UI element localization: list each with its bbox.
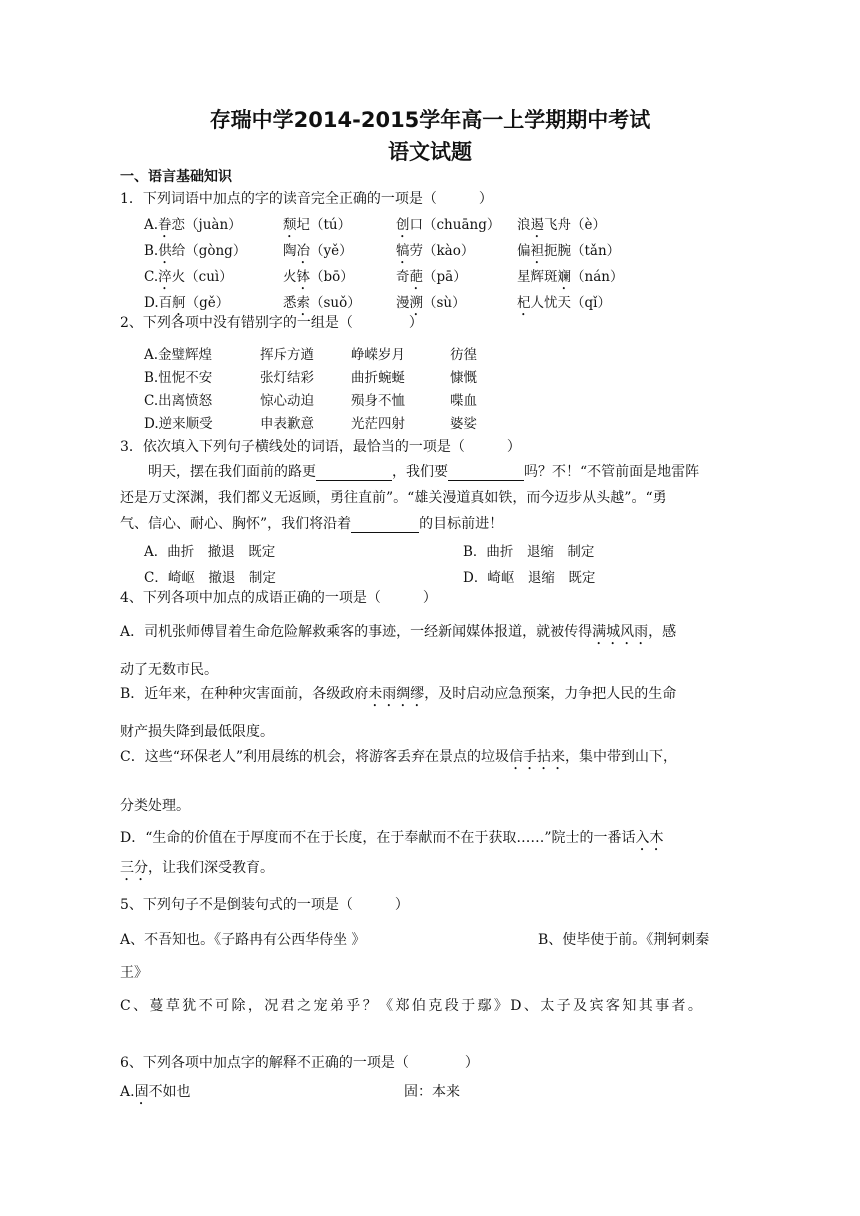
q3-blank-3 — [351, 516, 419, 533]
exam-title: 存瑞中学2014-2015学年高一上学期期中考试 — [209, 108, 651, 132]
q3-option-a: A．曲折 撤退 既定 — [144, 544, 276, 560]
section-heading: 一、语言基础知识 — [120, 169, 232, 185]
q3-option-b: B．曲折 退缩 制定 — [463, 544, 595, 560]
q5-option-b-line2: 王》 — [120, 965, 148, 981]
q4-option-a-line1: A．司机张师傅冒着生命危险解救乘客的事迹，一经新闻媒体报道，就被传得满城风雨，感 — [120, 624, 677, 640]
q3-option-c: C．崎岖 撤退 制定 — [144, 570, 276, 586]
q3-blank-2 — [448, 464, 524, 481]
q3-blank-1 — [316, 464, 392, 481]
q3-passage-line1: 明天，摆在我们面前的路更 ，我们要 吗？不！“不管前面是地雷阵 — [148, 464, 700, 480]
q5-option-a: A、不吾知也。《子路冉有公西华侍坐 》 — [120, 932, 366, 948]
q4-option-d-line2: 三分，让我们深受教育。 — [120, 860, 274, 876]
exam-subtitle: 语文试题 — [388, 140, 472, 164]
q6-option-a-explanation: 固：本来 — [404, 1084, 460, 1100]
q4-option-d-line1: D．“生命的价值在于厚度而不在于长度，在于奉献而不在于获取……”院士的一番话入木 — [120, 830, 664, 846]
q3-passage-line2: 还是万丈深渊，我们都义无返顾，勇往直前”。“雄关漫道真如铁，而今迈步从头越”。“勇 — [120, 490, 667, 506]
q4-option-c-line2: 分类处理。 — [120, 798, 190, 814]
q4-option-b-line1: B．近年来，在种种灾害面前，各级政府未雨绸缪，及时启动应急预案，力争把人民的生命 — [120, 686, 677, 702]
q3-option-d: D．崎岖 退缩 既定 — [463, 570, 596, 586]
q6-option-a: A.固不如也 — [120, 1084, 191, 1100]
q4-option-a-line2: 动了无数市民。 — [120, 662, 218, 678]
q2-stem: 2、下列各项中没有错别字的一组是（ ） — [120, 315, 423, 331]
q5-option-cd: C、蔓草犹不可除，况君之宠弟乎？《郑伯克段于鄢》D、太子及宾客知其事者。 — [120, 998, 705, 1014]
q6-stem: 6、下列各项中加点字的解释不正确的一项是（ ） — [120, 1055, 479, 1071]
q4-option-c-line1: C．这些“环保老人”利用晨练的机会，将游客丢弃在景点的垃圾信手拈来，集中带到山下， — [120, 749, 678, 765]
q4-option-b-line2: 财产损失降到最低限度。 — [120, 724, 274, 740]
q3-stem: 3．依次填入下列句子横线处的词语，最恰当的一项是（ ） — [120, 439, 521, 455]
q4-stem: 4、下列各项中加点的成语正确的一项是（ ） — [120, 590, 437, 606]
q3-passage-line3: 气、信心、耐心、胸怀”，我们将沿着 的目标前进！ — [120, 516, 504, 532]
q1-stem: 1．下列词语中加点的字的读音完全正确的一项是（ ） — [120, 191, 493, 207]
q5-stem: 5、下列句子不是倒装句式的一项是（ ） — [120, 897, 409, 913]
q5-option-b-line1: B、使毕使于前。《荆轲刺秦 — [538, 932, 710, 948]
